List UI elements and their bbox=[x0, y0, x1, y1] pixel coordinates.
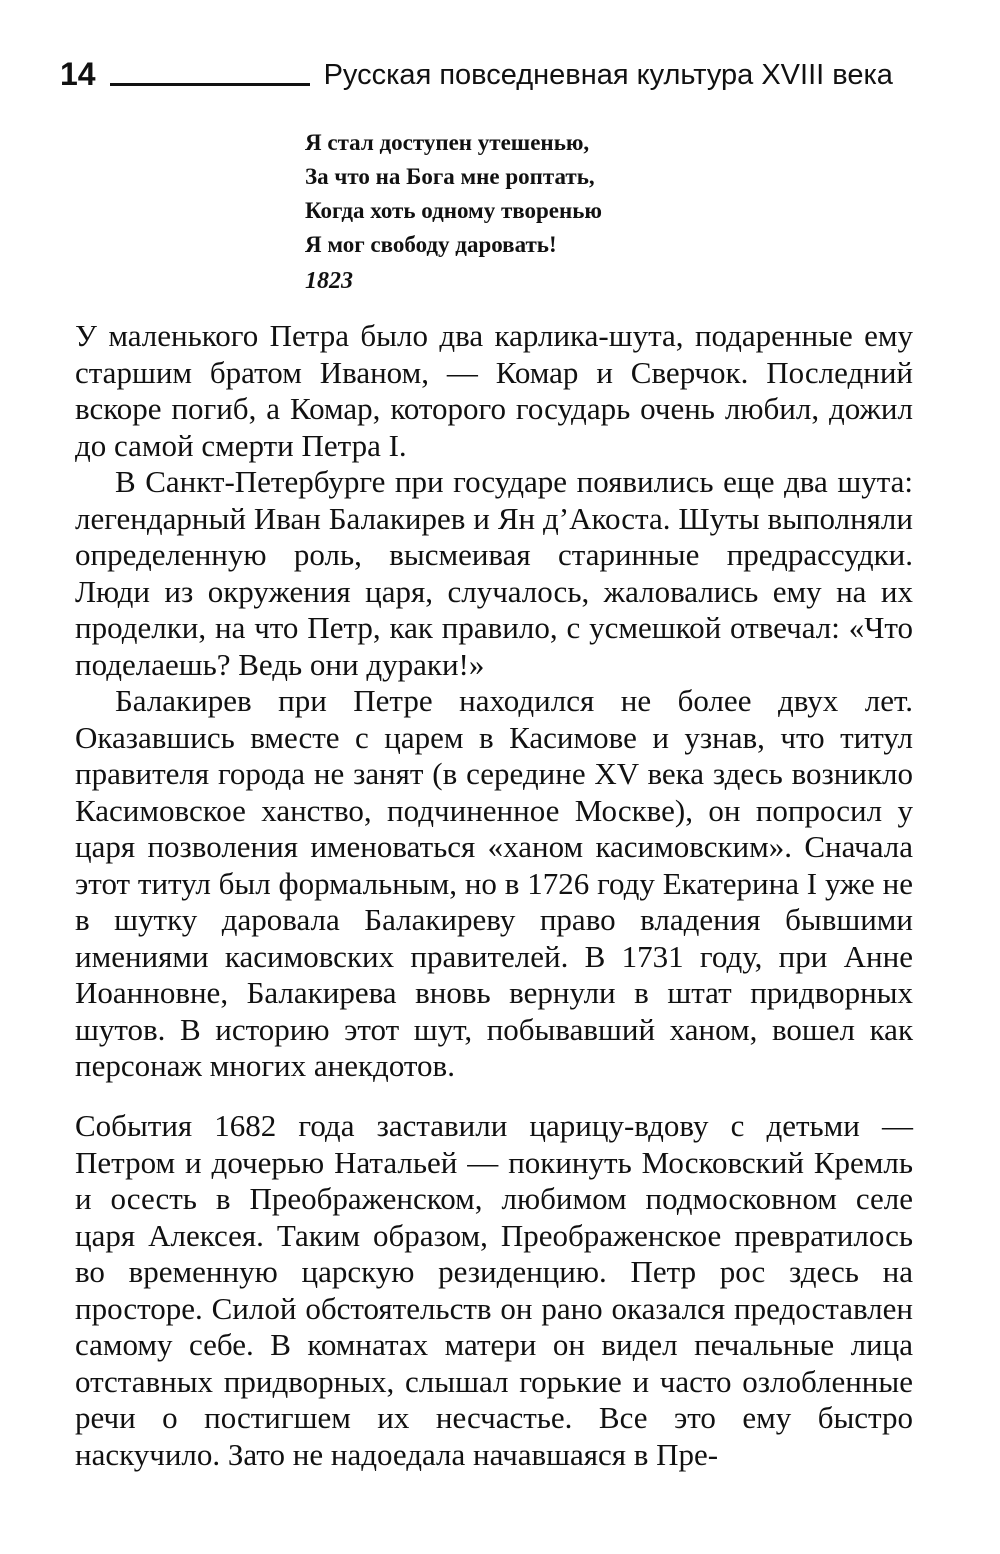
header-rule bbox=[110, 83, 310, 86]
poem-line: Я мог свободу даровать! bbox=[305, 232, 557, 257]
paragraph: События 1682 года заставили царицу-вдову с детьми — Петром и дочерью Натальей — покинуть Московский Кремль и осесть в Преображенском, любимом подмосковном селе царя Алексея. Таким образом, Преображенское превратилось во временную царскую резиденцию. Петр рос здесь на просторе. Силой обстоятельств он рано оказался предоставлен самому себе. В комнатах матери он видел печальные лица отставных придворных, слышал горькие и часто озлобленные речи о постигшем их несчастье. Все это ему быстро наскучило. Зато не надоедала начавшаяся в Пре- bbox=[75, 1108, 913, 1472]
page-number: 14 bbox=[60, 56, 96, 92]
poem-date: 1823 bbox=[305, 268, 353, 294]
paragraph: В Санкт-Петербурге при государе появились еще два шута: легендарный Иван Балакирев и Ян д’Акоста. Шуты выполняли определенную роль, высмеивая старинные предрассудки. Люди из окружения царя, случалось, жаловались ему на их проделки, на что Петр, как правило, с усмешкой отвечал: «Что поделаешь? Ведь они дураки!» bbox=[75, 464, 913, 682]
paragraph: У маленького Петра было два карлика-шута, подаренные ему старшим братом Иваном, — Комар и Сверчок. Последний вскоре погиб, а Комар, которого государь очень любил, дожил до самой смерти Петра I. bbox=[75, 318, 913, 463]
poem-line: Я стал доступен утешенью, bbox=[305, 130, 590, 155]
poem-epigraph bbox=[305, 126, 905, 298]
poem-line: Когда хоть одному творенью bbox=[305, 198, 603, 223]
text-section-jesters bbox=[75, 318, 913, 1085]
running-header bbox=[60, 40, 910, 90]
paragraph: Балакирев при Петре находился не более двух лет. Оказавшись вместе с царем в Касимове и узнав, что титул правителя города не занят (в середине XV века здесь возникло Касимовское ханство, подчиненное Москве), он попросил у царя позволения именоваться «ханом касимовским». Сначала этот титул был формальным, но в 1726 году Екатерина I уже не в шутку даровала Балакиреву право владения бывшими имениями касимовских правителей. В 1731 году, при Анне Иоанновне, Балакирева вновь вернули в штат придворных шутов. В историю этот шут, побывавший ханом, вошел как персонаж многих анекдотов. bbox=[75, 683, 913, 1083]
text-section-preobrazhenskoe bbox=[75, 1108, 913, 1473]
poem-line: За что на Бога мне роптать, bbox=[305, 164, 595, 189]
running-title: Русская повседневная культура XVIII века bbox=[323, 59, 893, 91]
